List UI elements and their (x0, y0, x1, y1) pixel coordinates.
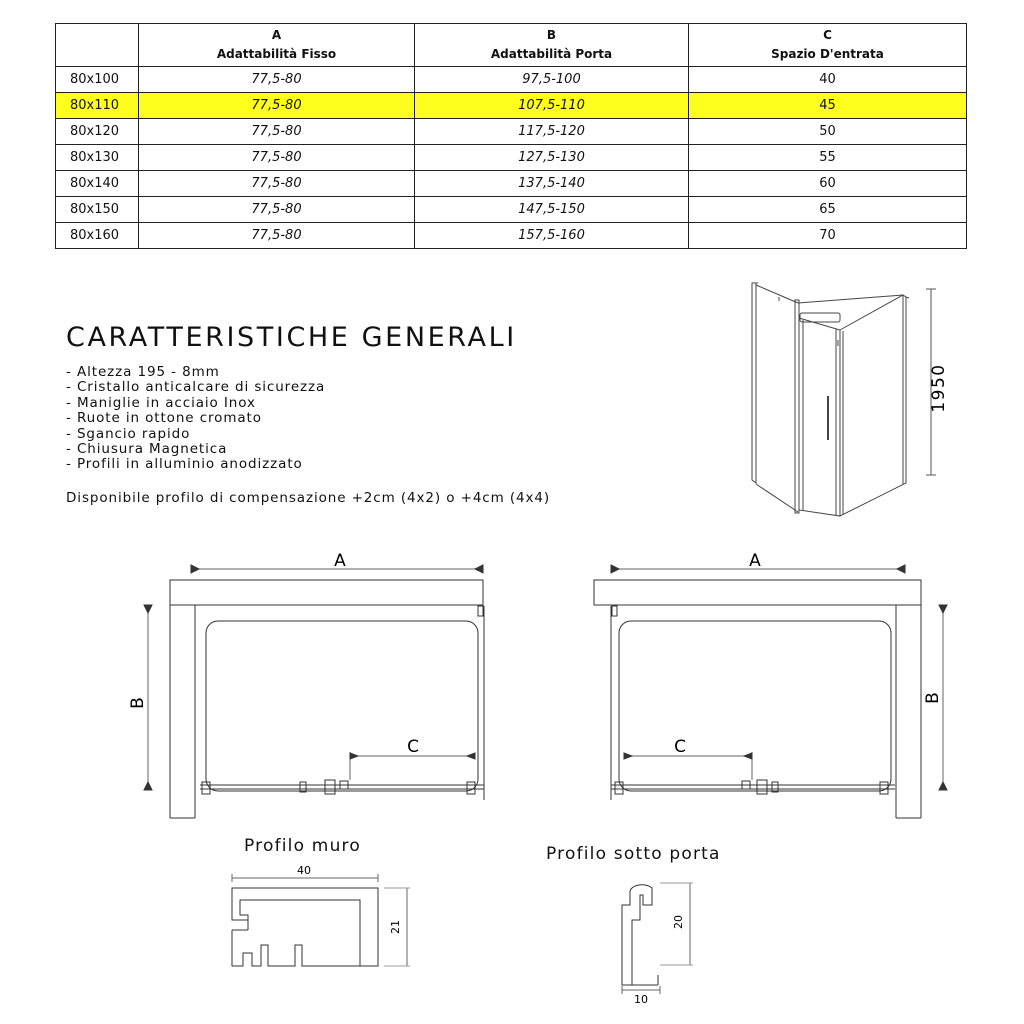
height-label: 1950 (929, 363, 949, 413)
plan-left-b-label: B (128, 697, 148, 709)
profile-door-drawing (622, 883, 693, 994)
row-a: 77,5-80 (139, 223, 415, 249)
profile-wall-width-label: 40 (297, 864, 311, 877)
row-b: 157,5-160 (415, 223, 689, 249)
plan-left-c-label: C (407, 737, 419, 757)
row-a: 77,5-80 (139, 119, 415, 145)
plan-right-c-label: C (674, 737, 686, 757)
row-size: 80x100 (56, 67, 139, 93)
feature-item: - Ruote in ottone cromato (66, 410, 262, 427)
row-b: 117,5-120 (415, 119, 689, 145)
row-c: 70 (689, 223, 967, 249)
feature-item: - Cristallo anticalcare di sicurezza (66, 379, 326, 396)
plan-right-a-label: A (749, 551, 761, 571)
feature-item: - Sgancio rapido (66, 425, 191, 442)
feature-item: - Chiusura Magnetica (66, 441, 228, 458)
features-title: CARATTERISTICHE GENERALI (66, 322, 517, 353)
header-a: A Adattabilità Fisso (139, 24, 415, 67)
plan-right-drawing (594, 565, 947, 818)
availability-note: Disponibile profilo di compensazione +2cm (4x2) o +4cm (4x4) (66, 490, 551, 506)
profile-door-caption: Profilo sotto porta (546, 844, 721, 864)
row-c: 40 (689, 67, 967, 93)
row-size: 80x120 (56, 119, 139, 145)
row-size: 80x110 (56, 93, 139, 119)
feature-item: - Profili in alluminio anodizzato (66, 456, 303, 473)
plan-left-a-label: A (334, 551, 346, 571)
feature-item: - Maniglie in acciaio Inox (66, 394, 256, 411)
row-size: 80x130 (56, 145, 139, 171)
row-a: 77,5-80 (139, 145, 415, 171)
header-c: C Spazio D'entrata (689, 24, 967, 67)
row-a: 77,5-80 (139, 197, 415, 223)
row-c: 60 (689, 171, 967, 197)
header-b: B Adattabilità Porta (415, 24, 689, 67)
row-a: 77,5-80 (139, 93, 415, 119)
row-b: 147,5-150 (415, 197, 689, 223)
profile-wall-caption: Profilo muro (244, 836, 361, 856)
row-b: 127,5-130 (415, 145, 689, 171)
profile-wall-drawing (232, 874, 410, 966)
row-size: 80x160 (56, 223, 139, 249)
row-c: 50 (689, 119, 967, 145)
row-a: 77,5-80 (139, 67, 415, 93)
shower-enclosure-3d-drawing (752, 283, 909, 516)
row-a: 77,5-80 (139, 171, 415, 197)
row-c: 65 (689, 197, 967, 223)
row-b: 137,5-140 (415, 171, 689, 197)
plan-right-b-label: B (923, 692, 943, 704)
row-b: 107,5-110 (415, 93, 689, 119)
profile-door-width-label: 10 (634, 993, 648, 1006)
row-b: 97,5-100 (415, 67, 689, 93)
profile-door-height-label: 20 (672, 915, 685, 929)
plan-left-drawing (144, 565, 484, 818)
row-size: 80x140 (56, 171, 139, 197)
profile-wall-height-label: 21 (389, 920, 402, 934)
feature-item: - Altezza 195 - 8mm (66, 364, 220, 380)
row-c: 55 (689, 145, 967, 171)
row-c: 45 (689, 93, 967, 119)
row-size: 80x150 (56, 197, 139, 223)
